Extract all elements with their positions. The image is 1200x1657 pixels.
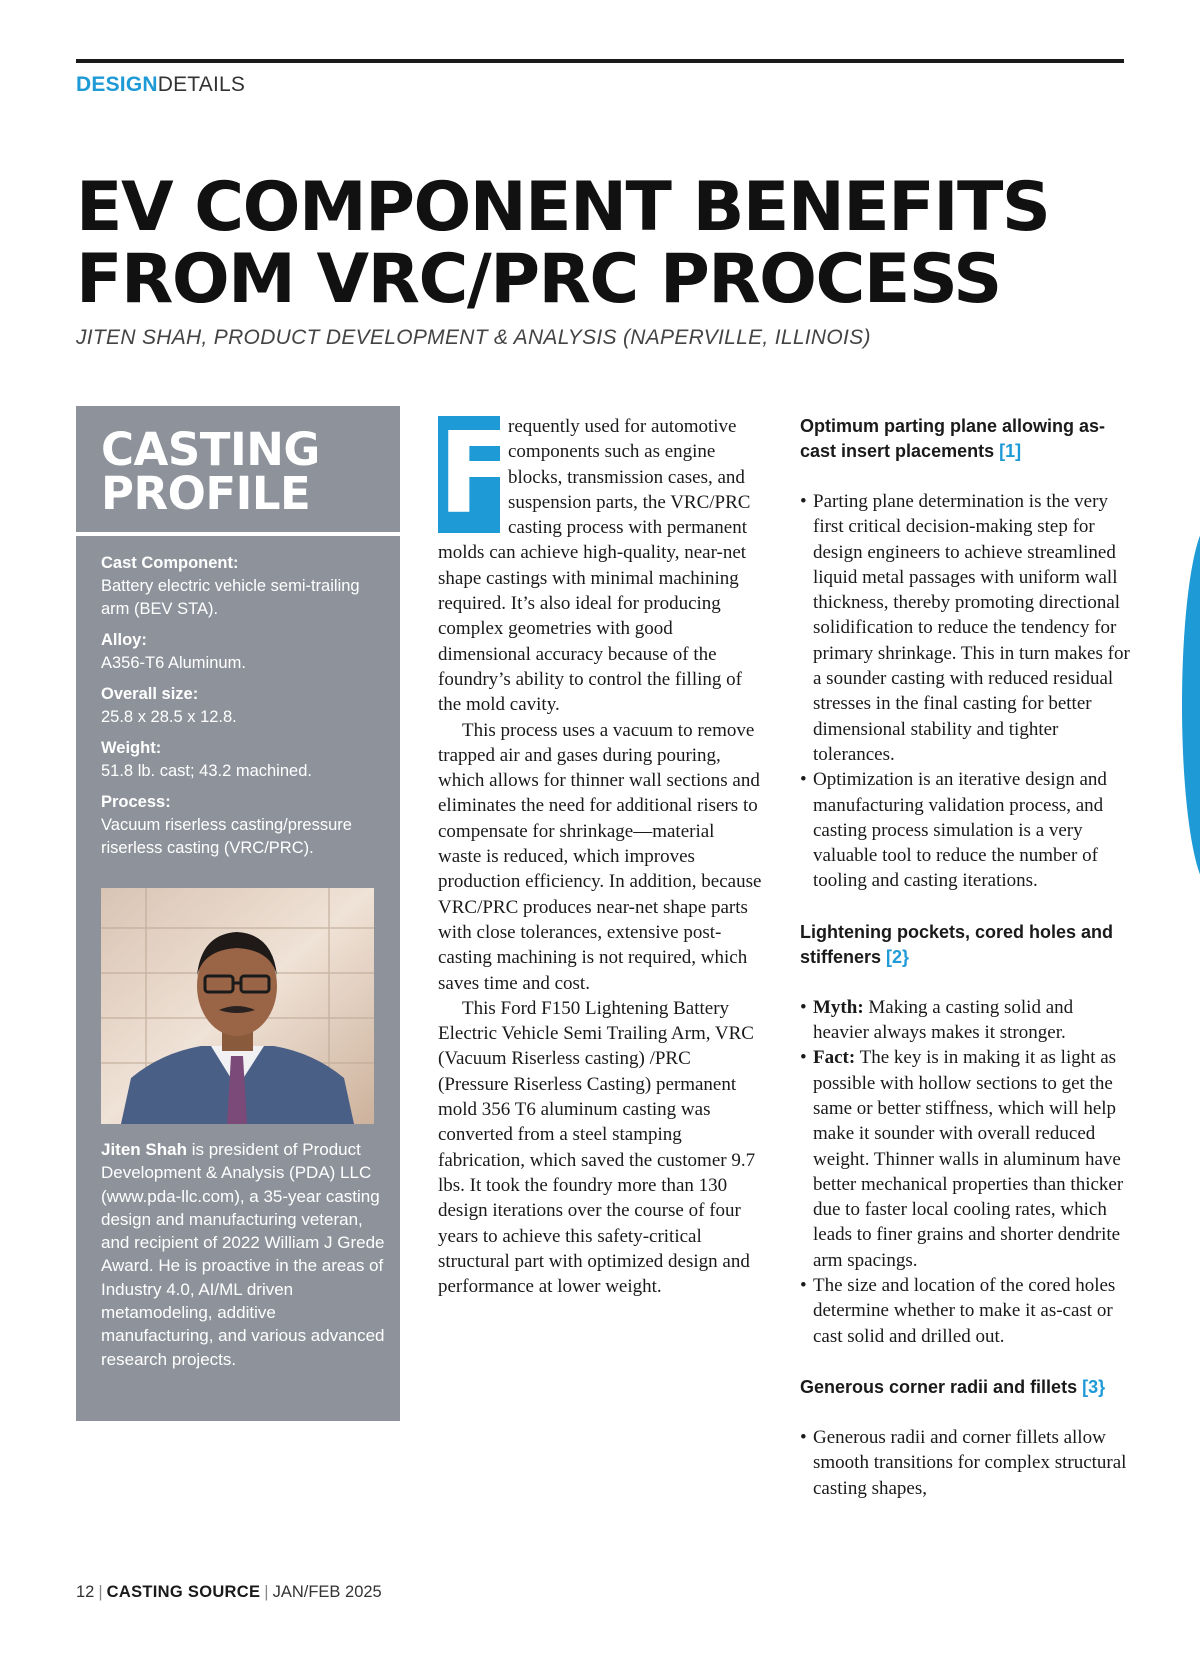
field-value: 51.8 lb. cast; 43.2 machined. bbox=[101, 762, 312, 780]
section-label-light: DETAILS bbox=[157, 73, 246, 96]
field-value: Battery electric vehicle semi-trailing arm (BEV STA). bbox=[101, 577, 360, 618]
body-paragraph-3: This Ford F150 Lightening Battery Electric Vehicle Semi Trailing Arm, VRC (Vacuum Riserless casting) /PRC (Pressure Riserless Casting) permanent mold 356 T6 aluminum casting was converted from a steel stamping fabrication, which saved the customer 9.7 lbs. It took the foundry more than 130 design iterations over the course of four years to achieve this safety-critical structural part with optimized design and performance at lower weight. bbox=[438, 997, 756, 1298]
field-label: Overall size: bbox=[101, 685, 199, 703]
publication-name: CASTING SOURCE bbox=[106, 1583, 261, 1601]
field-value: A356-T6 Aluminum. bbox=[101, 654, 246, 672]
field-value: 25.8 x 28.5 x 12.8. bbox=[101, 708, 237, 726]
decorative-edge-arc bbox=[1182, 520, 1200, 890]
body-paragraph-2: This process uses a vacuum to remove trapped air and gases during pouring, which allows for thinner wall sections and eliminates the need for additional risers to compensate for shrinkage—material waste is reduced, which improves production efficiency. In addition, because VRC/PRC produces near-net shape parts with close tolerances, extensive post-casting machining is not required, which saves time and cost. bbox=[438, 719, 762, 994]
page-footer bbox=[76, 1583, 382, 1602]
section-2-list bbox=[800, 995, 1130, 1349]
design-tips-column bbox=[800, 414, 1130, 1527]
section-heading-3 bbox=[800, 1375, 1130, 1400]
top-rule bbox=[76, 59, 1124, 63]
casting-profile-sidebar bbox=[76, 406, 400, 1421]
section-heading-3-text: Generous corner radii and fillets bbox=[800, 1376, 1083, 1397]
list-item bbox=[800, 995, 1130, 1046]
section-heading-2 bbox=[800, 920, 1130, 970]
author-portrait bbox=[101, 888, 374, 1124]
field-label: Weight: bbox=[101, 739, 162, 757]
fact-text: The key is in making it as light as possible with hollow sections to get the same or better stiffness, which will help make it sounder with overall reduced weight. Thinner walls in aluminum have better mechanical properties than thicker due to faster local cooling rates, which leads to finer grains and shorter dendrite arm spacings. bbox=[813, 1047, 1124, 1271]
fact-label: Fact: bbox=[813, 1047, 856, 1069]
article-body bbox=[438, 409, 762, 1299]
section-heading-2-text: Lightening pockets, cored holes and stiffeners bbox=[800, 921, 1114, 967]
myth-label: Myth: bbox=[813, 996, 864, 1018]
profile-title bbox=[101, 423, 320, 520]
footer-separator: | bbox=[264, 1583, 269, 1601]
article-title-line2: FROM VRC/PRC PROCESS bbox=[76, 240, 1001, 319]
footer-separator: | bbox=[98, 1583, 103, 1601]
list-item: • The size and location of the cored holes determine whether to make it as-cast or cast solid and drilled out. bbox=[800, 1273, 1130, 1349]
list-item: • Parting plane determination is the very first critical decision-making step for design engineers to achieve streamlined liquid metal passages with uniform wall thickness, thereby promoting directional solidification to reduce the tendency for primary shrinkage. This in turn makes for a sounder casting with reduced residual stresses in the final casting for better dimensional stability and tighter tolerances. bbox=[800, 489, 1130, 767]
byline: JITEN SHAH, PRODUCT DEVELOPMENT & ANALYSIS (NAPERVILLE, ILLINOIS) bbox=[76, 326, 871, 349]
field-label: Alloy: bbox=[101, 631, 147, 649]
body-paragraph-1: requently used for automotive components such as engine blocks, transmission cases, and suspension parts, the VRC/PRC casting process with permanent molds can achieve high-quality, near-net shape castings with minimal machining required. It’s also ideal for producing complex geometries with good dimensional accuracy because of the foundry’s ability to control the filling of the mold cavity. bbox=[438, 416, 751, 716]
profile-title-box bbox=[76, 406, 400, 532]
field-label: Cast Component: bbox=[101, 554, 239, 572]
author-portrait-icon bbox=[101, 888, 374, 1124]
profile-fields bbox=[101, 552, 386, 868]
figure-ref-2: [2} bbox=[886, 946, 910, 967]
section-3-list bbox=[800, 1425, 1130, 1501]
section-label-bold: DESIGN bbox=[76, 73, 158, 96]
article-title-line1: EV COMPONENT BENEFITS bbox=[76, 168, 1050, 247]
field-process bbox=[101, 791, 386, 860]
page-number: 12 bbox=[76, 1583, 95, 1601]
field-alloy bbox=[101, 629, 386, 675]
field-value: Vacuum riserless casting/pressure riserless casting (VRC/PRC). bbox=[101, 816, 352, 857]
profile-title-line1: CASTING bbox=[101, 423, 320, 476]
drop-cap: F bbox=[438, 409, 515, 539]
list-item: • Generous radii and corner fillets allow smooth transitions for complex structural casting shapes, bbox=[800, 1425, 1130, 1501]
list-item: • Optimization is an iterative design and manufacturing validation process, and casting process simulation is a very valuable tool to reduce the number of tooling and casting iterations. bbox=[800, 767, 1130, 893]
profile-divider bbox=[76, 532, 400, 536]
field-overall-size bbox=[101, 683, 386, 729]
section-heading-1-text: Optimum parting plane allowing as-cast insert placements bbox=[800, 416, 1106, 461]
figure-ref-3: [3} bbox=[1082, 1376, 1106, 1397]
field-weight bbox=[101, 737, 386, 783]
section-heading-1 bbox=[800, 414, 1130, 464]
bio-name: Jiten Shah bbox=[101, 1140, 187, 1159]
author-bio bbox=[101, 1138, 386, 1371]
figure-ref-1: [1] bbox=[999, 441, 1022, 461]
bio-text: is president of Product Development & Analysis (PDA) LLC (www.pda-llc.com), a 35-year casting design and manufacturing veteran, and recipient of 2022 William J Grede Award. He is proactive in the areas of Industry 4.0, AI/ML driven metamodeling, additive manufacturing, and various advanced research projects. bbox=[101, 1140, 385, 1369]
field-label: Process: bbox=[101, 793, 171, 811]
section-label bbox=[76, 73, 245, 97]
article-title bbox=[76, 168, 1136, 319]
section-1-list bbox=[800, 489, 1130, 894]
list-item bbox=[800, 1045, 1130, 1273]
myth-text: Making a casting solid and heavier always makes it stronger. bbox=[813, 996, 1074, 1044]
field-cast-component bbox=[101, 552, 386, 621]
issue-date: JAN/FEB 2025 bbox=[272, 1583, 382, 1601]
profile-title-line2: PROFILE bbox=[101, 467, 311, 520]
